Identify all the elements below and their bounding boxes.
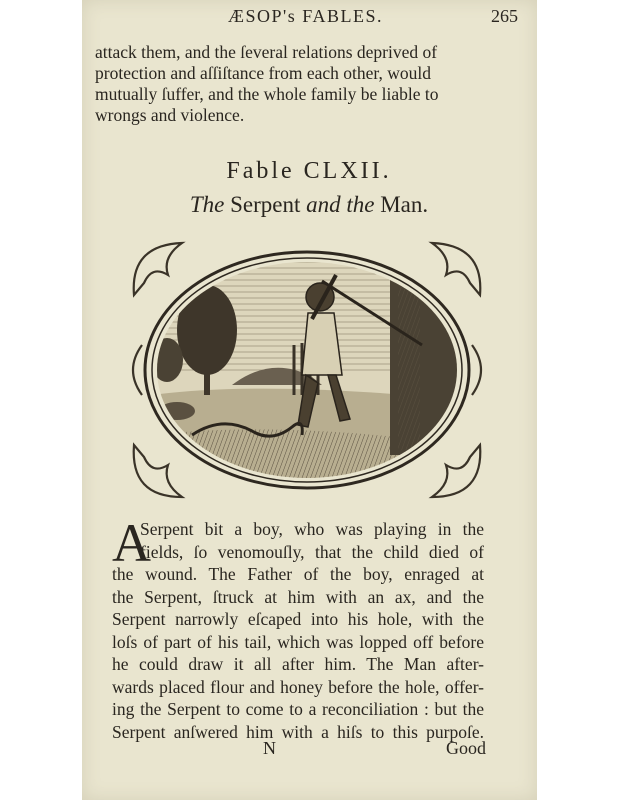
title-word: and the bbox=[306, 192, 375, 217]
running-head bbox=[228, 6, 518, 27]
text-line: protection and aſſiſtance from each other, would bbox=[95, 63, 432, 83]
text-line: attack them, and the ſeveral relations deprived of bbox=[95, 42, 438, 62]
text-line: loſs of part of his tail, which was lopped off before bbox=[112, 631, 484, 652]
title-word: Man. bbox=[380, 192, 429, 217]
page-number: 265 bbox=[491, 6, 518, 26]
text-line: mutually ſuffer, and the whole family be liable to bbox=[95, 84, 439, 104]
drop-cap: A bbox=[112, 513, 151, 573]
catchword: Good bbox=[446, 738, 486, 758]
carryover-paragraph bbox=[95, 42, 485, 126]
title-word: Serpent bbox=[230, 192, 301, 217]
fable-body bbox=[112, 513, 484, 743]
title-word: The bbox=[189, 192, 225, 217]
text-line: ing the Serpent to come to a reconciliation : but the bbox=[112, 699, 484, 719]
text-line: Serpent bit a boy, who was playing in the bbox=[140, 519, 484, 539]
signature-mark: N bbox=[263, 738, 276, 758]
fable-title bbox=[0, 192, 618, 218]
text-line: Serpent anſwered him with a hiſs to this purpoſe. bbox=[112, 721, 484, 742]
running-title: ÆSOP's FABLES. bbox=[228, 6, 383, 26]
fable-number: Fable CLXII. bbox=[226, 158, 392, 184]
text-line: the Serpent, ſtruck at him with an ax, and the bbox=[112, 586, 484, 607]
text-line: fields, ſo venomouſly, that the child died of bbox=[140, 541, 484, 562]
text-line: Serpent narrowly eſcaped into his hole, with the bbox=[112, 609, 484, 629]
text-line: wrongs and violence. bbox=[95, 105, 245, 125]
text-line: he could draw it all after him. The Man after- bbox=[112, 654, 484, 674]
text-line: wards placed flour and honey before the hole, offer- bbox=[112, 676, 484, 697]
text-line: the wound. The Father of the boy, enraged at bbox=[112, 564, 484, 584]
woodcut-illustration bbox=[122, 235, 492, 505]
